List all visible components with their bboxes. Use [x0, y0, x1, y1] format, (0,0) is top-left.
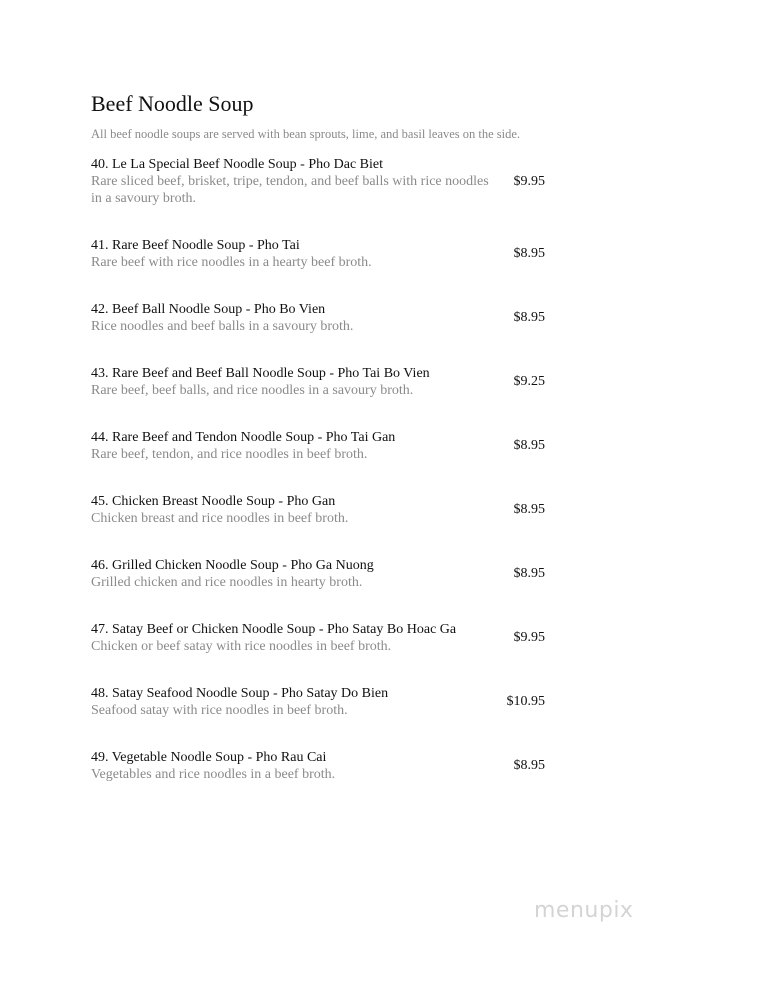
menu-item [91, 301, 551, 335]
menu-item [91, 365, 551, 399]
section-intro: All beef noodle soups are served with bean sprouts, lime, and basil leaves on the side. [91, 127, 521, 141]
menu-item [91, 749, 551, 783]
menu-item [91, 685, 551, 719]
menu-item-name: 43. Rare Beef and Beef Ball Noodle Soup - Pho Tai Bo Vien [91, 366, 430, 381]
menu-item-name: 46. Grilled Chicken Noodle Soup - Pho Ga Nuong [91, 558, 374, 573]
menu-item [91, 621, 551, 655]
menu-item-name: 47. Satay Beef or Chicken Noodle Soup - Pho Satay Bo Hoac Ga [91, 622, 457, 637]
menu-item-name: 49. Vegetable Noodle Soup - Pho Rau Cai [91, 750, 327, 765]
menu-item-price: $8.95 [513, 438, 545, 453]
menu-item-description: Grilled chicken and rice noodles in hearty broth. [91, 575, 363, 590]
menu-item-price: $8.95 [513, 246, 545, 261]
menu-item-name: 44. Rare Beef and Tendon Noodle Soup - Pho Tai Gan [91, 430, 396, 445]
menu-item-description: Chicken or beef satay with rice noodles in beef broth. [91, 639, 392, 654]
menu-item-price: $9.95 [513, 173, 545, 189]
menu-item [91, 429, 551, 463]
menu-item-price: $8.95 [513, 758, 545, 773]
menu-item-name: 42. Beef Ball Noodle Soup - Pho Bo Vien [91, 302, 326, 317]
menu-item-price: $10.95 [506, 694, 545, 709]
menu-item-price: $9.95 [513, 630, 545, 645]
menu-item-description: Seafood satay with rice noodles in beef broth. [91, 703, 348, 718]
menu-item-price: $8.95 [513, 502, 545, 517]
menu-item-name: 45. Chicken Breast Noodle Soup - Pho Gan [91, 494, 336, 509]
menu-item [91, 156, 551, 207]
section-title: Beef Noodle Soup [91, 91, 254, 116]
menu-item-price: $8.95 [513, 310, 545, 325]
watermark-logo: menupix [534, 898, 634, 923]
menu-item-description: Rare beef, tendon, and rice noodles in beef broth. [91, 447, 368, 462]
menu-item-name: 48. Satay Seafood Noodle Soup - Pho Satay Do Bien [91, 686, 389, 701]
menu-item-description: Rare sliced beef, brisket, tripe, tendon, and beef balls with rice noodles in a savoury broth. [91, 174, 489, 206]
menu-item-price: $8.95 [513, 566, 545, 581]
menu-item [91, 557, 551, 591]
menu-item-name: 40. Le La Special Beef Noodle Soup - Pho Dac Biet [91, 157, 383, 172]
menu-item [91, 493, 551, 527]
menu-item-price: $9.25 [513, 374, 545, 389]
menu-item-name: 41. Rare Beef Noodle Soup - Pho Tai [91, 238, 300, 253]
menu-item-description: Rare beef with rice noodles in a hearty beef broth. [91, 255, 372, 270]
menu-item-description: Chicken breast and rice noodles in beef broth. [91, 511, 349, 526]
menu-item [91, 237, 551, 271]
menu-item-description: Rare beef, beef balls, and rice noodles in a savoury broth. [91, 383, 414, 398]
menu-item-description: Vegetables and rice noodles in a beef broth. [91, 767, 336, 782]
menu-item-description: Rice noodles and beef balls in a savoury broth. [91, 319, 354, 334]
